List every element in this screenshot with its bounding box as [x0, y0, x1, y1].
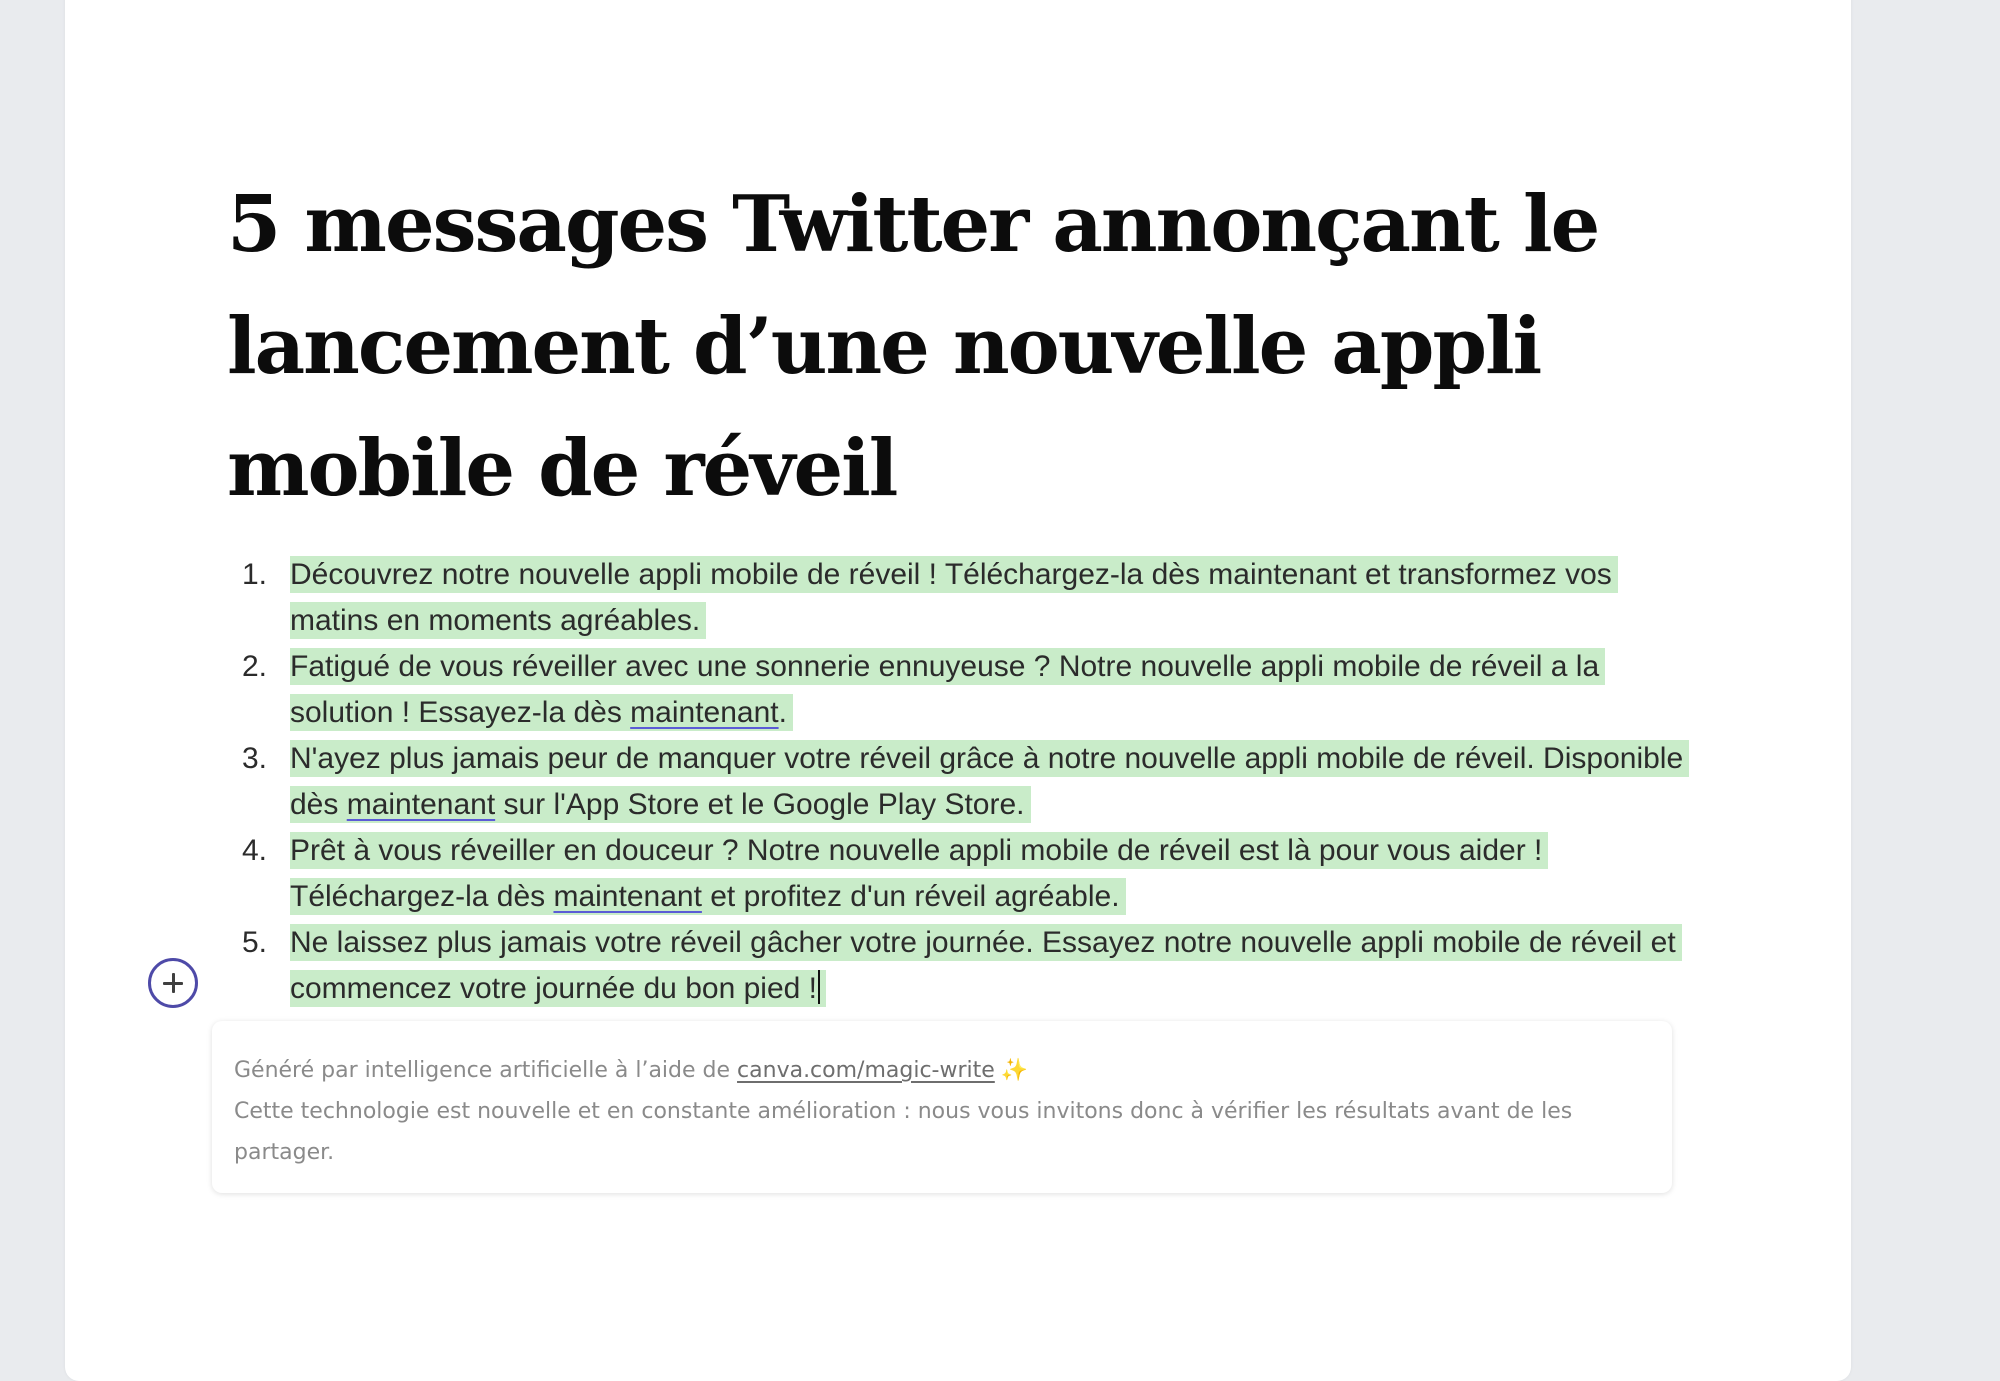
- list-item[interactable]: [230, 644, 1700, 736]
- list-number: 5.: [242, 926, 268, 959]
- spellcheck-word[interactable]: maintenant: [630, 696, 779, 729]
- list-number: 1.: [242, 558, 268, 591]
- list-item-text[interactable]: Découvrez notre nouvelle appli mobile de réveil ! Téléchargez-la dès maintenant et transformez vos matins en moments agréables.: [290, 556, 1618, 639]
- document-title[interactable]: 5 messages Twitter annonçant le lancement d’une nouvelle appli mobile de réveil: [227, 179, 1599, 514]
- list-item-text[interactable]: Ne laissez plus jamais votre réveil gâcher votre journée. Essayez notre nouvelle appli mobile de réveil et commencez votre journée du bon pied !: [290, 924, 1682, 1007]
- list-item[interactable]: [230, 736, 1700, 828]
- list-item-text[interactable]: Prêt à vous réveiller en douceur ? Notre nouvelle appli mobile de réveil est là pour vous aider ! Téléchargez-la dès maintenant et profitez d'un réveil agréable.: [290, 832, 1548, 915]
- spellcheck-word[interactable]: maintenant: [553, 880, 702, 913]
- list-number: 2.: [242, 650, 268, 683]
- list-item-text[interactable]: N'ayez plus jamais peur de manquer votre réveil grâce à notre nouvelle appli mobile de réveil. Disponible dès maintenant sur l'App Store et le Google Play Store.: [290, 740, 1689, 823]
- list-item[interactable]: [230, 920, 1700, 1012]
- magic-write-link[interactable]: canva.com/magic-write: [737, 1058, 995, 1083]
- add-block-button[interactable]: [148, 958, 198, 1008]
- tweet-list: [230, 552, 1700, 1012]
- list-number: 4.: [242, 834, 268, 867]
- list-item[interactable]: [230, 552, 1700, 644]
- spellcheck-word[interactable]: maintenant: [346, 788, 496, 821]
- list-number: 3.: [242, 742, 268, 775]
- list-item[interactable]: [230, 828, 1700, 920]
- sparkle-icon: ✨: [1000, 1058, 1029, 1083]
- ai-disclaimer: Cette technologie est nouvelle et en constante amélioration : nous vous invitons donc à vérifier les résultats avant de les partager.: [234, 1099, 1573, 1165]
- ai-attribution-line: [234, 1050, 1650, 1091]
- ai-attribution-text: Généré par intelligence artificielle à l’aide de: [234, 1058, 738, 1083]
- ai-generated-notice: [212, 1021, 1672, 1193]
- text-cursor: [818, 970, 820, 1004]
- list-item-text[interactable]: Fatigué de vous réveiller avec une sonnerie ennuyeuse ? Notre nouvelle appli mobile de réveil a la solution ! Essayez-la dès maintenant.: [290, 648, 1605, 731]
